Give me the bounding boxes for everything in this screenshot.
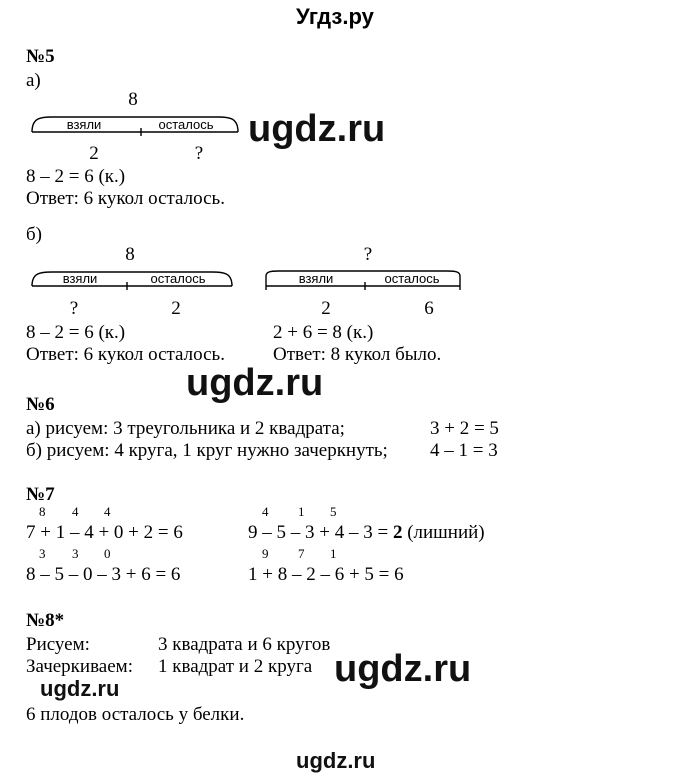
diagram-b2-right-label: осталось <box>384 271 440 286</box>
task5-b2-equation: 2 + 6 = 8 (к.) <box>273 322 374 343</box>
task7-ex1-sup-2: 4 <box>72 504 79 519</box>
task7-ex3-expr: 8 – 5 – 0 – 3 + 6 = 6 <box>26 564 181 585</box>
diagram-b2-left-label: взяли <box>298 271 334 286</box>
diagram-b2-total: ? <box>363 244 373 265</box>
diagram-a-left-value: 2 <box>89 143 99 164</box>
watermark: ugdz.ru <box>334 648 472 690</box>
watermark: ugdz.ru <box>186 362 324 404</box>
diagram-b2-right-value: 6 <box>424 298 434 319</box>
site-title: Угдз.ру <box>296 4 374 29</box>
diagram-b1-right-label: осталось <box>150 271 206 286</box>
task7-ex1-sup-1: 8 <box>39 504 46 519</box>
task8-row1-label: Рисуем: <box>26 634 90 655</box>
task7-ex2-note: (лишний) <box>402 522 485 543</box>
diagram-b1-left-label: взяли <box>62 271 98 286</box>
task7-header: №7 <box>26 484 55 505</box>
task7-ex2-expr: 9 – 5 – 3 + 4 – 3 = <box>248 522 393 543</box>
task8-answer: 6 плодов осталось у белки. <box>26 704 245 725</box>
task6-line-b: б) рисуем: 4 круга, 1 круг нужно зачеркнуть; <box>26 440 388 461</box>
task7-ex2-sup-3: 5 <box>330 504 337 519</box>
task7-ex3-sup-1: 3 <box>39 546 46 561</box>
watermark: ugdz.ru <box>296 748 376 773</box>
task6-eq-a: 3 + 2 = 5 <box>430 418 499 439</box>
task6-eq-b: 4 – 1 = 3 <box>430 440 498 461</box>
task5-a-label: а) <box>26 70 41 91</box>
watermark: ugdz.ru <box>248 108 386 150</box>
task7-ex1-expr: 7 + 1 – 4 + 0 + 2 = 6 <box>26 522 183 543</box>
task5-b1-equation: 8 – 2 = 6 (к.) <box>26 322 126 343</box>
diagram-b1-total: 8 <box>125 244 135 265</box>
diagram-b1-left-value: ? <box>69 298 79 319</box>
task8-row2-value: 1 квадрат и 2 круга <box>158 656 313 677</box>
task7-ex4-sup-1: 9 <box>262 546 269 561</box>
task7-ex4-sup-2: 7 <box>298 546 305 561</box>
task8-header: №8* <box>26 610 65 631</box>
diagram-b2 <box>260 242 470 320</box>
task8-row1-value: 3 квадрата и 6 кругов <box>158 634 331 655</box>
diagram-b1 <box>26 242 246 320</box>
diagram-a-right-value: ? <box>194 143 204 164</box>
diagram-b1-right-value: 2 <box>171 298 181 319</box>
task7-ex3-sup-3: 0 <box>104 546 111 561</box>
task7-ex3-sup-2: 3 <box>72 546 79 561</box>
task8-row2-label: Зачеркиваем: <box>26 656 133 677</box>
task5-b1-answer: Ответ: 6 кукол осталось. <box>26 344 225 365</box>
task7-ex2-sup-1: 4 <box>262 504 269 519</box>
diagram-a-left-label: взяли <box>66 117 102 132</box>
task5-header: №5 <box>26 46 55 67</box>
task7-ex1-sup-3: 4 <box>104 504 111 519</box>
diagram-a-right-label: осталось <box>158 117 214 132</box>
task7-ex2-sup-2: 1 <box>298 504 305 519</box>
task5-b-label: б) <box>26 224 42 245</box>
diagram-a-total: 8 <box>128 89 138 110</box>
task7-ex4-sup-3: 1 <box>330 546 337 561</box>
task6-header: №6 <box>26 394 55 415</box>
task6-line-a: а) рисуем: 3 треугольника и 2 квадрата; <box>26 418 345 439</box>
watermark: ugdz.ru <box>40 676 120 701</box>
task7-ex2-line <box>248 522 485 544</box>
task7-ex2-result: 2 <box>392 522 403 543</box>
diagram-b2-left-value: 2 <box>321 298 331 319</box>
task5-b2-answer: Ответ: 8 кукол было. <box>273 344 442 365</box>
diagram-a <box>26 86 256 168</box>
task7-ex4-expr: 1 + 8 – 2 – 6 + 5 = 6 <box>248 564 404 585</box>
task5-a-answer: Ответ: 6 кукол осталось. <box>26 188 225 209</box>
task5-a-equation: 8 – 2 = 6 (к.) <box>26 166 126 187</box>
